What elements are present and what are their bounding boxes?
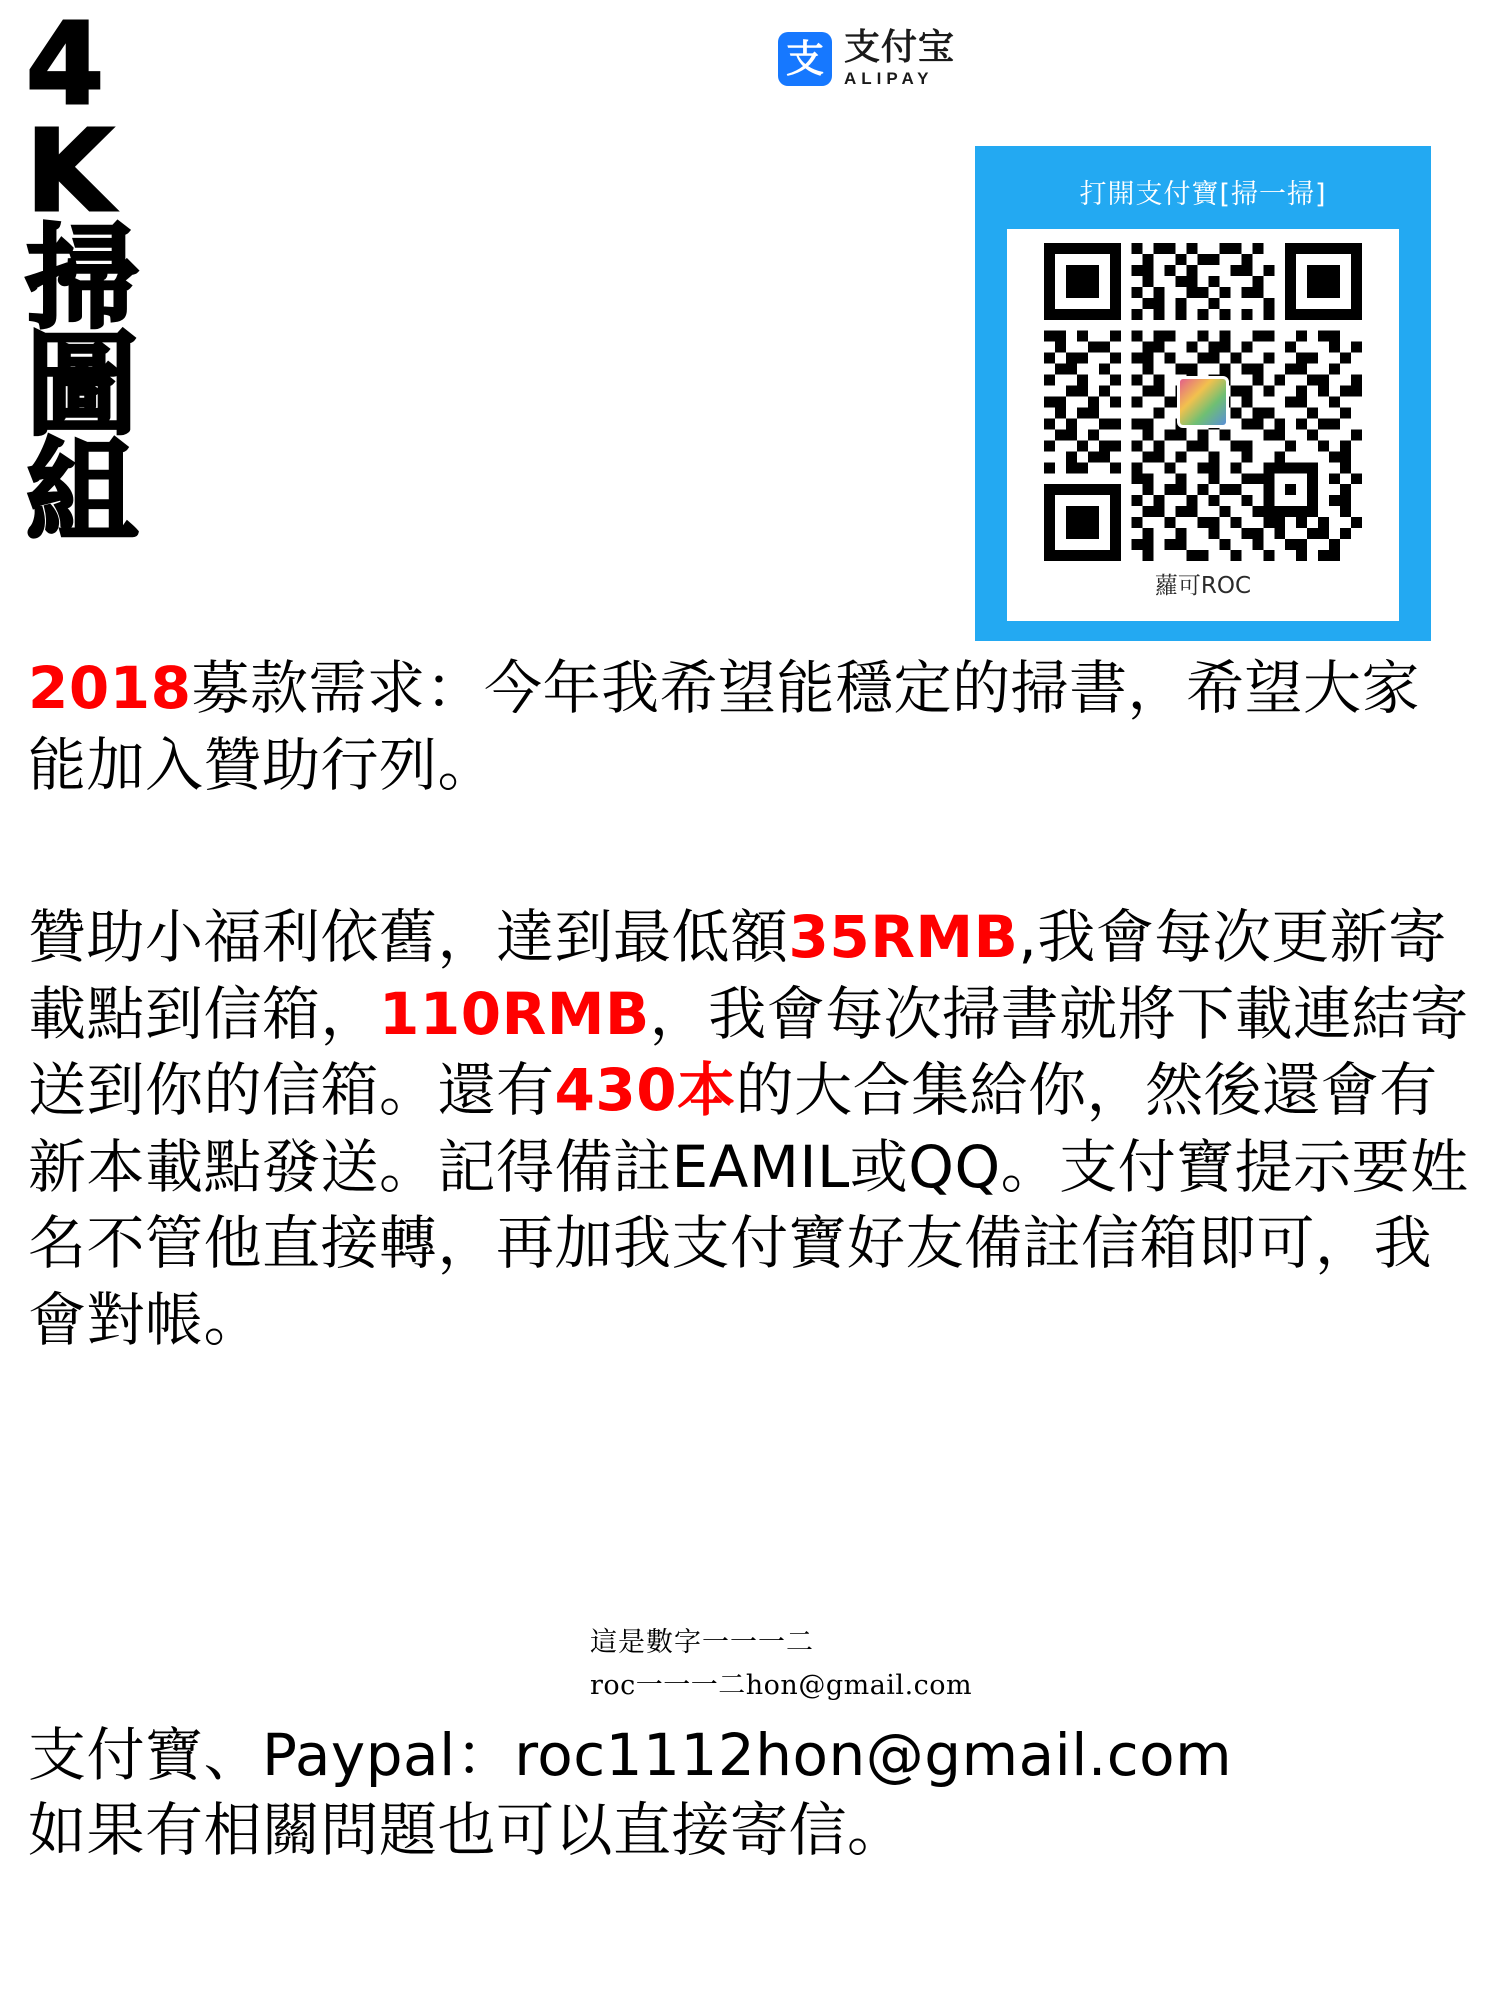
year-highlight: 2018 [28, 654, 192, 722]
note-line-2: roc一一一二hon@gmail.com [590, 1670, 973, 1701]
alipay-logo [778, 27, 955, 88]
title-char-4: 圖 [26, 321, 138, 452]
title-char-1: 4 [26, 0, 104, 130]
page-title [26, 0, 176, 559]
rewards-seg-1: 贊助小福利依舊，達到最低額 [28, 903, 789, 972]
paragraph-funding-goal-text: 募款需求：今年我希望能穩定的掃書，希望大家能加入贊助行列。 [28, 654, 1420, 799]
alipay-name-en: ALIPAY [843, 69, 934, 88]
contact-line: 支付寶、Paypal：roc1112hon@gmail.com [28, 1721, 1233, 1789]
qr-center-avatar [1177, 376, 1229, 428]
count-430-books: 430本 [554, 1056, 736, 1125]
alipay-qr-panel [975, 146, 1431, 641]
qr-heading: 打開支付寶[掃一掃] [1079, 179, 1327, 210]
alipay-name-cn: 支付宝 [843, 27, 955, 68]
qr-card [1007, 229, 1399, 621]
amount-35rmb: 35RMB [788, 903, 1019, 972]
closing-line: 如果有相關問題也可以直接寄信。 [28, 1796, 906, 1865]
paragraph-rewards [28, 899, 1476, 1358]
qr-code-image [1044, 243, 1362, 561]
rewards-seg-4: 的大合集給你，然後還會有新本載點發送。記得備註EAMIL或QQ。支付寶提示要姓名不管他直接轉，再加我支付寶好友備註信箱即可，我會對帳。 [28, 1056, 1469, 1354]
paragraph-funding-goal [28, 650, 1476, 803]
title-char-2: K [26, 107, 113, 238]
email-clarification-note [590, 1620, 972, 1702]
rewards-seg-3: ，我會每次掃書就將下載連結寄送到你的信箱。還有 [28, 979, 1469, 1125]
title-char-5: 組 [26, 428, 138, 559]
alipay-icon: 支 [778, 32, 832, 86]
alipay-wordmark [843, 27, 955, 88]
note-line-1: 這是數字一一一二 [590, 1627, 814, 1658]
title-char-3: 掃 [26, 214, 138, 345]
body-text [28, 650, 1476, 1358]
qr-caption: 蘿可ROC [1154, 573, 1252, 599]
rewards-seg-2: ,我會每次更新寄載點到信箱， [28, 903, 1447, 1048]
footer-contact [28, 1718, 1476, 1869]
amount-110rmb: 110RMB [379, 979, 650, 1048]
